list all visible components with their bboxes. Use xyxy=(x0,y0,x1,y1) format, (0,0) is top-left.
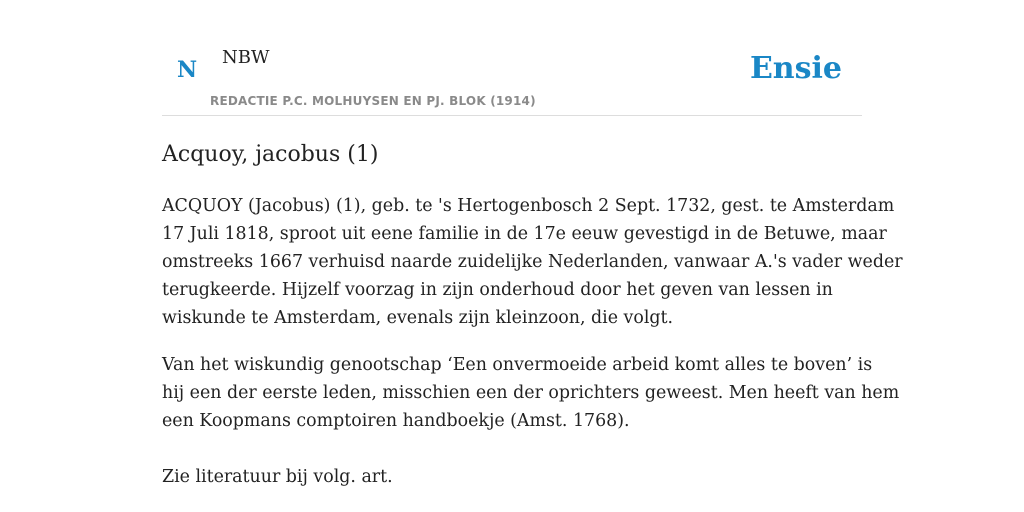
editors-line: REDACTIE P.C. MOLHUYSEN EN PJ. BLOK (1914) xyxy=(210,94,536,108)
paragraph-line: Zie literatuur bij volg. art. xyxy=(162,467,393,487)
header xyxy=(162,0,862,116)
paragraph-line: terugkeerde. Hijzelf voorzag in zijn onderhoud door het geven van lessen in xyxy=(162,280,833,300)
paragraph-line: omstreeks 1667 verhuisd naarde zuidelijke Nederlanden, vanwaar A.'s vader weder xyxy=(162,252,903,272)
paragraph-line: ACQUOY (Jacobus) (1), geb. te 's Hertogenbosch 2 Sept. 1732, gest. te Amsterdam xyxy=(162,196,895,216)
paragraph-line: hij een der eerste leden, misschien een der oprichters geweest. Men heeft van hem xyxy=(162,383,900,403)
paragraph-line: een Koopmans comptoiren handboekje (Amst. 1768). xyxy=(162,411,630,431)
article-title: Acquoy, jacobus (1) xyxy=(162,142,379,167)
source-name: NBW xyxy=(222,47,270,68)
paragraph-line: 17 Juli 1818, sproot uit eene familie in de 17e eeuw gevestigd in de Betuwe, maar xyxy=(162,224,887,244)
source-logo-link[interactable]: N xyxy=(177,57,198,83)
brand-logo-link[interactable]: Ensie xyxy=(749,51,842,86)
article-paragraph xyxy=(162,351,900,435)
article-paragraph xyxy=(162,192,903,332)
paragraph-line: Van het wiskundig genootschap ‘Een onvermoeide arbeid komt alles te boven’ is xyxy=(162,355,873,375)
article-paragraph xyxy=(162,463,862,491)
paragraph-line: wiskunde te Amsterdam, evenals zijn kleinzoon, die volgt. xyxy=(162,308,674,328)
page-container xyxy=(162,0,903,512)
